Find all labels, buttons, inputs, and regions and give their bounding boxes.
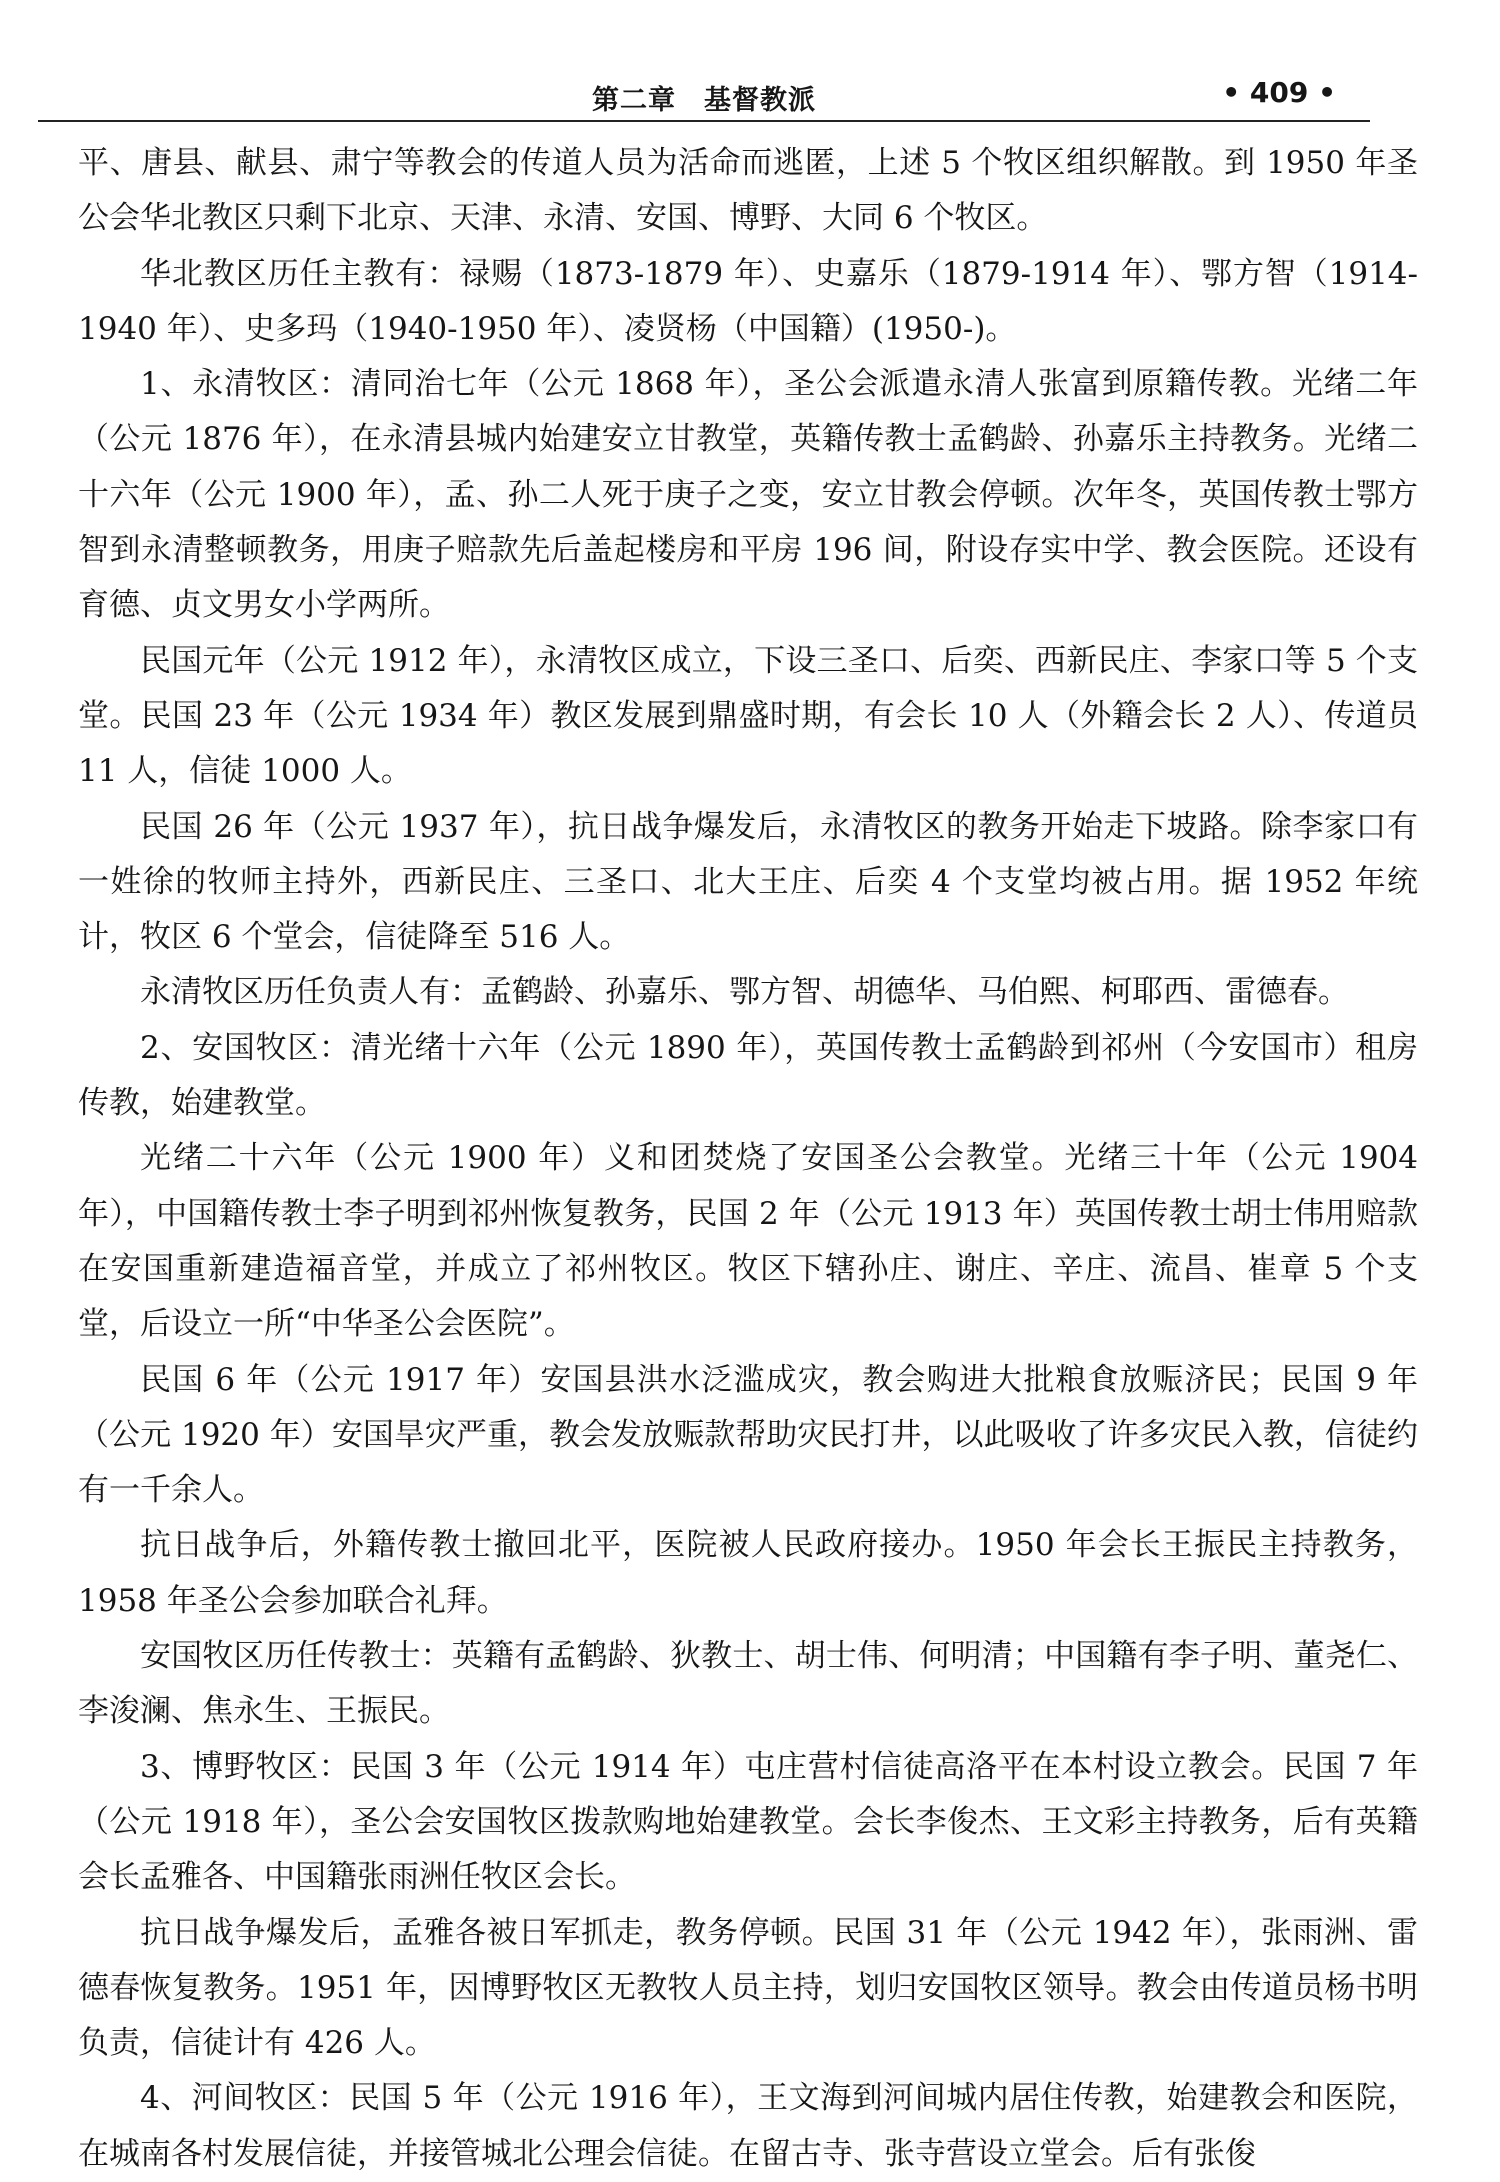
paragraph: 民国 6 年（公元 1917 年）安国县洪水泛滥成灾，教会购进大批粮食放赈济民；民国 9 年（公元 1920 年）安国旱灾严重，教会发放赈款帮助灾民打井，以此吸收了许多灾民入教，信徒约有一千余人。 [78, 1361, 1418, 1509]
paragraph: 2、安国牧区：清光绪十六年（公元 1890 年），英国传教士孟鹤龄到祁州（今安国市）租房传教，始建教堂。 [78, 1029, 1418, 1122]
paragraph: 民国 26 年（公元 1937 年），抗日战争爆发后，永清牧区的教务开始走下坡路。除李家口有一姓徐的牧师主持外，西新民庄、三圣口、北大王庄、后奕 4 个支堂均被占用。据 1952 年统计，牧区 6 个堂会，信徒降至 516 人。 [78, 808, 1418, 956]
paragraph: 抗日战争爆发后，孟雅各被日军抓走，教务停顿。民国 31 年（公元 1942 年），张雨洲、雷德春恢复教务。1951 年，因博野牧区无教牧人员主持，划归安国牧区领导。教会由传道员杨书明负责，信徒计有 426 人。 [78, 1914, 1418, 2062]
paragraph: 安国牧区历任传教士：英籍有孟鹤龄、狄教士、胡士伟、何明清；中国籍有李子明、董尧仁、李浚澜、焦永生、王振民。 [78, 1638, 1418, 1730]
paragraph: 4、河间牧区：民国 5 年（公元 1916 年），王文海到河间城内居住传教，始建教会和医院，在城南各村发展信徒，并接管城北公理会信徒。在留古寺、张寺营设立堂会。后有张俊 [78, 2080, 1418, 2172]
paragraph: 光绪二十六年（公元 1900 年）义和团焚烧了安国圣公会教堂。光绪三十年（公元 1904 年），中国籍传教士李子明到祁州恢复教务，民国 2 年（公元 1913 年）英国传教士胡士伟用赔款在安国重新建造福音堂，并成立了祁州牧区。牧区下辖孙庄、谢庄、辛庄、流昌、崔章 5 个支堂，后设立一所“中华圣公会医院”。 [78, 1140, 1418, 1343]
paragraph: 平、唐县、献县、肃宁等教会的传道人员为活命而逃匿，上述 5 个牧区组织解散。到 1950 年圣公会华北教区只剩下北京、天津、永清、安国、博野、大同 6 个牧区。 [78, 145, 1418, 237]
paragraph: 民国元年（公元 1912 年），永清牧区成立，下设三圣口、后奕、西新民庄、李家口等 5 个支堂。民国 23 年（公元 1934 年）教区发展到鼎盛时期，有会长 10 人（外籍会长 2 人）、传道员 11 人，信徒 1000 人。 [78, 642, 1418, 790]
chapter-title: 第二章 基督教派 [592, 85, 816, 116]
paragraph: 抗日战争后，外籍传教士撤回北平，医院被人民政府接办。1950 年会长王振民主持教务，1958 年圣公会参加联合礼拜。 [78, 1527, 1418, 1619]
paragraph: 3、博野牧区：民国 3 年（公元 1914 年）屯庄营村信徒高洛平在本村设立教会。民国 7 年（公元 1918 年），圣公会安国牧区拨款购地始建教堂。会长李俊杰、王文彩主持教务，后有英籍会长孟雅各、中国籍张雨洲任牧区会长。 [78, 1748, 1418, 1896]
body-text [78, 136, 1418, 2182]
paragraph: 永清牧区历任负责人有：孟鹤龄、孙嘉乐、鄂方智、胡德华、马伯熙、柯耶西、雷德春。 [140, 974, 1349, 1011]
page-number: • 409 • [1222, 76, 1336, 109]
paragraph: 华北教区历任主教有：禄赐（1873-1879 年）、史嘉乐（1879-1914 年）、鄂方智（1914-1940 年）、史多玛（1940-1950 年）、凌贤杨（中国籍）(1950-)。 [78, 255, 1418, 347]
running-header [38, 70, 1370, 122]
paragraph: 1、永清牧区：清同治七年（公元 1868 年），圣公会派遣永清人张富到原籍传教。光绪二年（公元 1876 年），在永清县城内始建安立甘教堂，英籍传教士孟鹤龄、孙嘉乐主持教务。光绪二十六年（公元 1900 年），孟、孙二人死于庚子之变，安立甘教会停顿。次年冬，英国传教士鄂方智到永清整顿教务，用庚子赔款先后盖起楼房和平房 196 间，附设存实中学、教会医院。还设有育德、贞文男女小学两所。 [78, 366, 1418, 624]
